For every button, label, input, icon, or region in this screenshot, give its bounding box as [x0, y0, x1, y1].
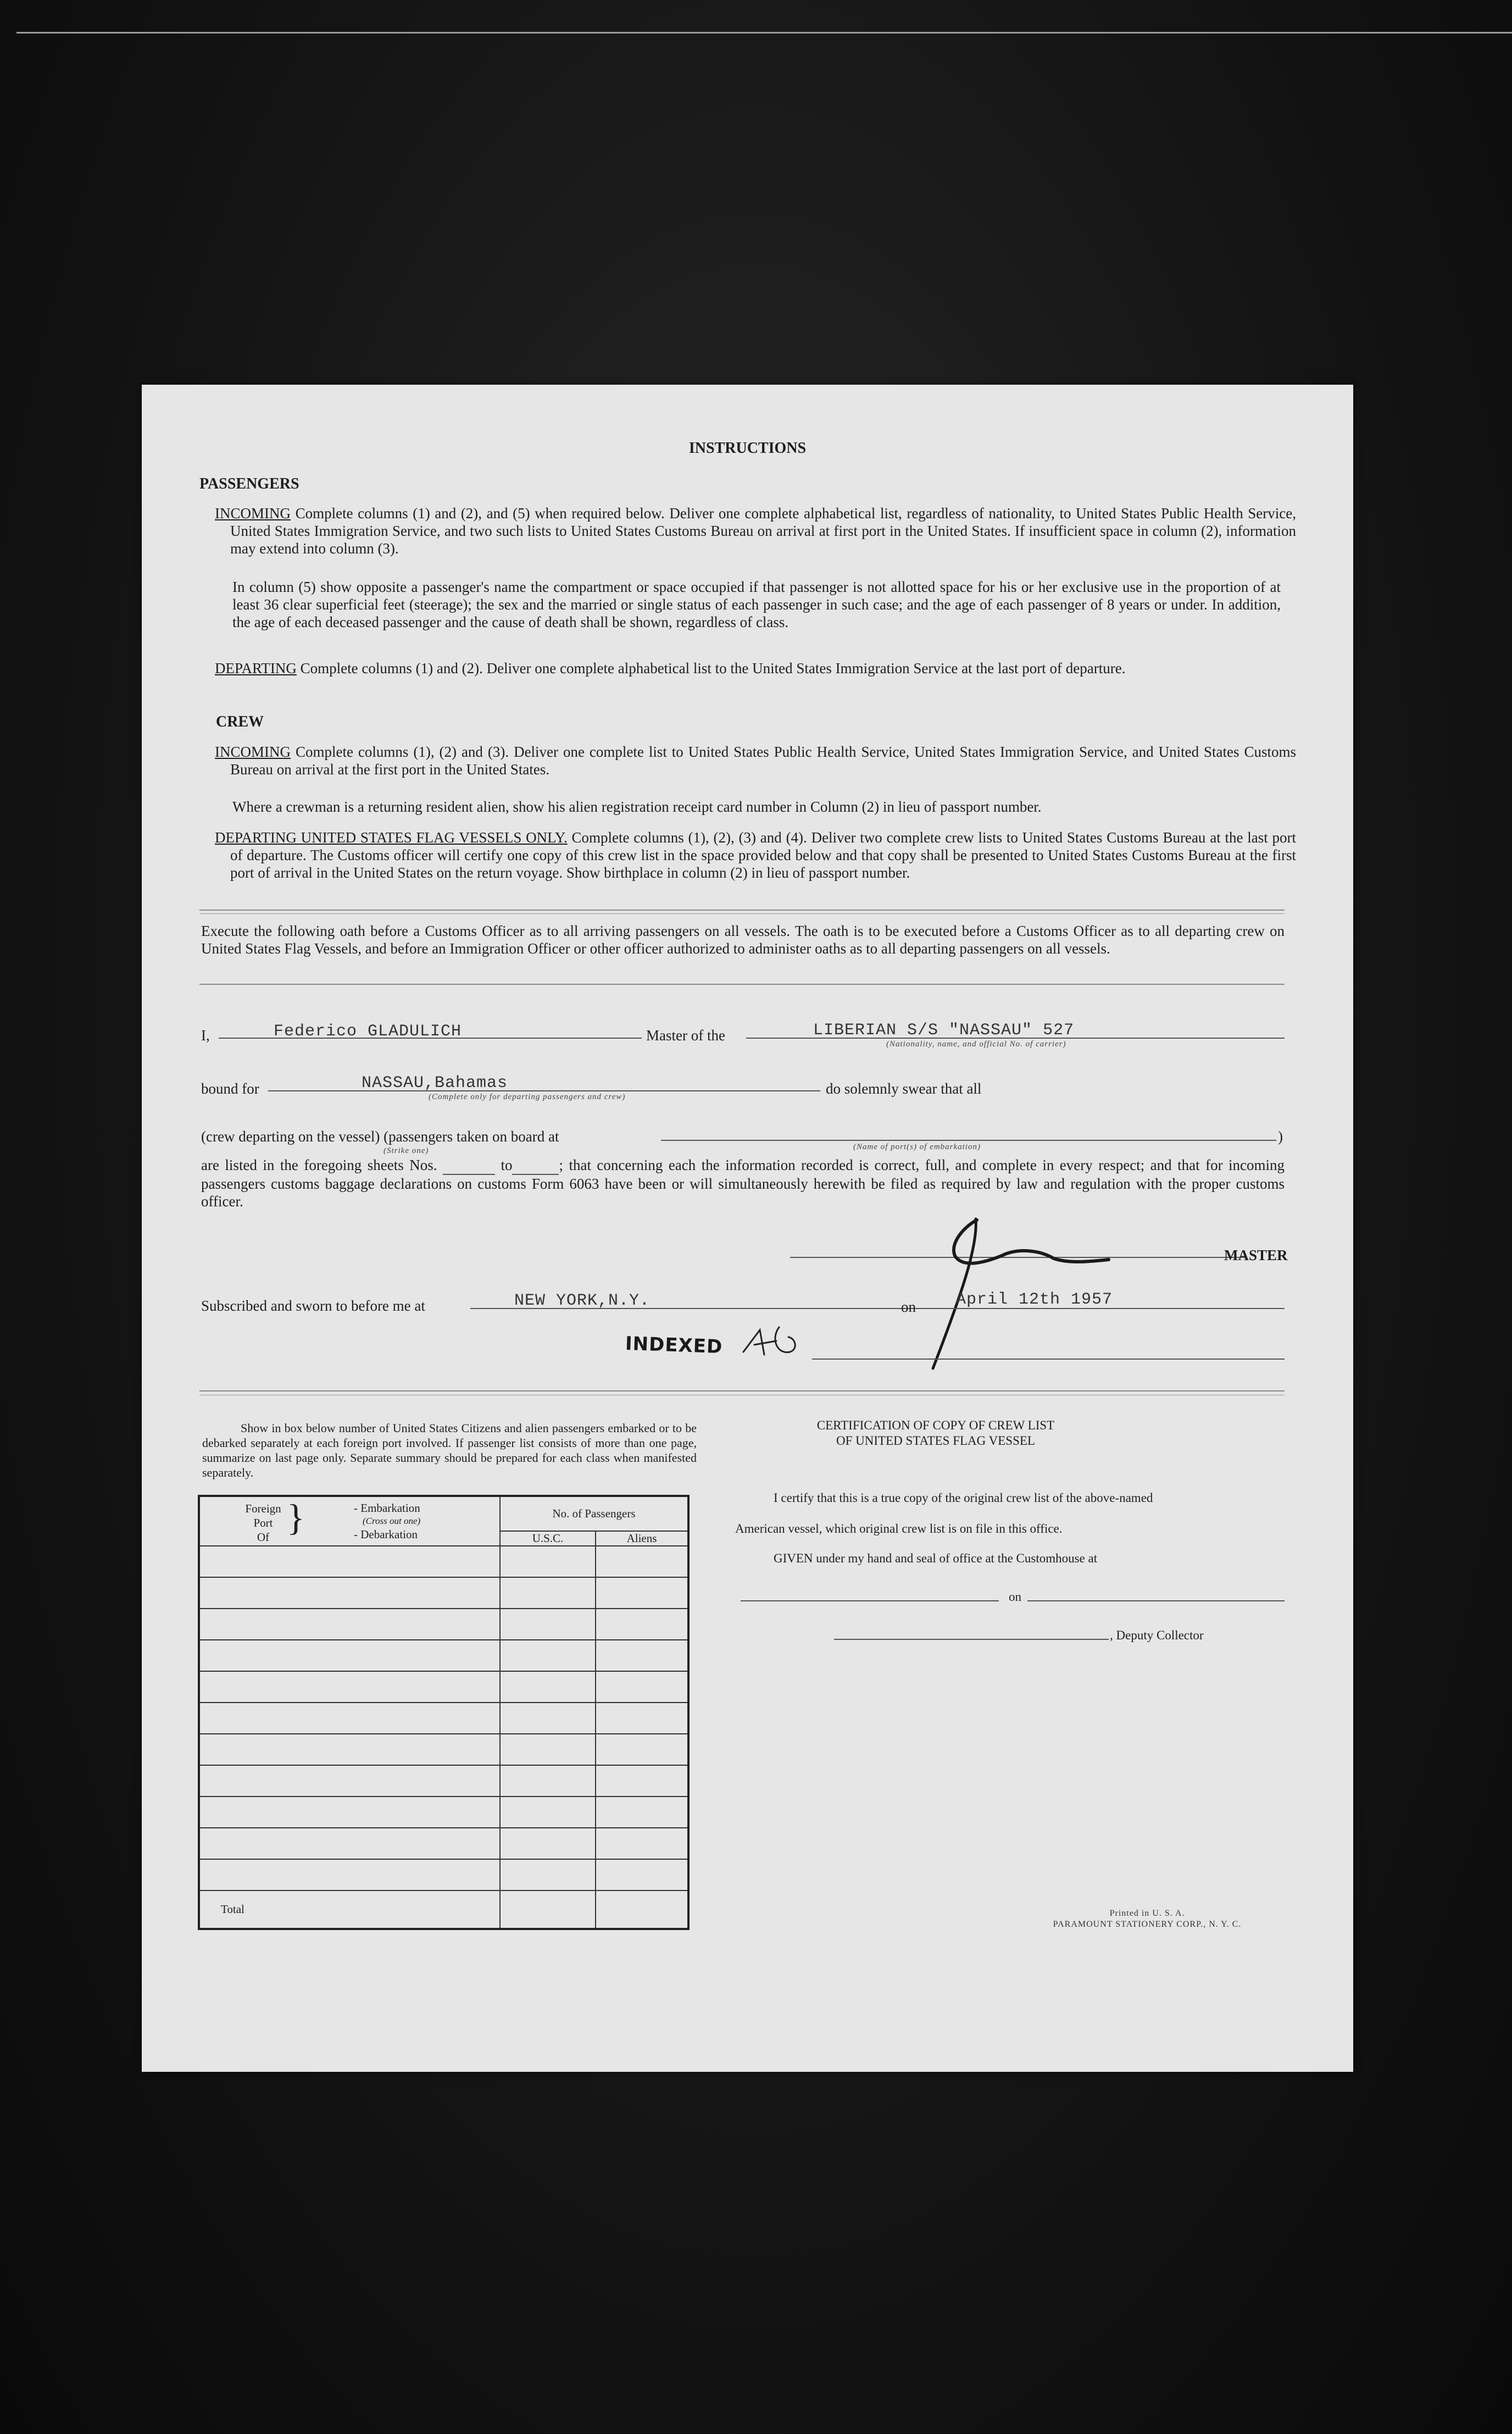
table-row	[199, 1797, 688, 1828]
sheet-to-blank	[512, 1156, 559, 1175]
customhouse-line	[741, 1600, 999, 1601]
brace-icon: }	[287, 1496, 305, 1538]
passengers-incoming-lead: INCOMING	[215, 505, 291, 522]
port-header-cell	[199, 1496, 500, 1546]
officer-signature-line	[812, 1359, 1285, 1360]
no-passengers-header: No. of Passengers	[500, 1496, 688, 1531]
certification-title-2: OF UNITED STATES FLAG VESSEL	[836, 1434, 1035, 1448]
table-row	[199, 1609, 688, 1640]
bound-for-label: bound for	[201, 1080, 259, 1097]
total-row	[199, 1890, 688, 1929]
deputy-collector-label: , Deputy Collector	[1110, 1628, 1204, 1642]
embarkation-option: - Embarkation	[354, 1501, 420, 1515]
foreign-port-of	[244, 1501, 282, 1544]
certify-line-1: I certify that this is a true copy of the original crew list of the above-named	[774, 1491, 1153, 1505]
printer-line-1: Printed in U. S. A.	[1109, 1909, 1185, 1918]
to-label: to	[501, 1157, 513, 1173]
sheet-from-blank	[443, 1156, 495, 1175]
certification-title-1: CERTIFICATION OF COPY OF CREW LIST	[816, 1418, 1055, 1432]
table-row	[199, 1828, 688, 1859]
master-name: Federico GLADULICH	[274, 1022, 462, 1041]
film-edge-line	[16, 32, 1512, 34]
table-row	[199, 1546, 688, 1577]
listed-text-2: ; that concerning each the information recorded is correct, full, and complete in every respect; and that for incoming passengers customs baggage declarations on customs Form 6063 have been or will simultaneously herewith be filed as required by law and regulation with the proper customs officer.	[201, 1157, 1285, 1210]
table-row	[199, 1640, 688, 1671]
divider-3	[199, 1390, 1285, 1391]
certify-line-2: American vessel, which original crew list is on file in this office.	[735, 1522, 1063, 1535]
ports-line	[661, 1140, 1276, 1141]
oath-intro-paragraph: Execute the following oath before a Customs Officer as to all arriving passengers on all vessels. The oath is to be executed before a Customs Officer as to all departing crew on United States Flag Vessels, and before an Immigration Officer or other officer authorized to administer oaths as to all departing passengers on all vessels.	[201, 923, 1285, 957]
master-of-label: Master of the	[646, 1027, 725, 1044]
divider-1b	[199, 913, 1285, 914]
crew-departing-lead: DEPARTING UNITED STATES FLAG VESSELS ONLY.	[215, 829, 568, 846]
ports-close-paren: )	[1278, 1128, 1283, 1145]
crew-departing-phrase: (crew departing on the vessel) (passengers taken on board at	[201, 1128, 559, 1145]
destination-caption: (Complete only for departing passengers and crew)	[429, 1093, 626, 1101]
indexed-initials-mark	[738, 1322, 809, 1366]
swear-label: do solemnly swear that all	[826, 1080, 982, 1097]
port-label: Port	[253, 1516, 273, 1529]
destination: NASSAU,Bahamas	[362, 1074, 508, 1093]
passenger-summary-table	[198, 1495, 690, 1930]
divider-2	[199, 984, 1285, 985]
ports-caption: (Name of port(s) of embarkation)	[853, 1143, 981, 1151]
subscribed-label: Subscribed and sworn to before me at	[201, 1298, 425, 1314]
passengers-heading: PASSENGERS	[199, 475, 299, 492]
instructions-title: INSTRUCTIONS	[688, 440, 807, 457]
printer-line-2: PARAMOUNT STATIONERY CORP., N. Y. C.	[1053, 1920, 1242, 1929]
table-row	[199, 1577, 688, 1609]
passengers-column5-paragraph: In column (5) show opposite a passenger's name the compartment or space occupied if that passenger is not allotted space for his or her exclusive use in the proportion of at least 36 clear superficial feet (steerage); the sex and the married or single status of each passenger in such case; and the age of each passenger of 8 years or under. In addition, the age of each deceased passenger and the cause of death shall be shown, regardless of class.	[232, 579, 1281, 630]
table-row	[199, 1734, 688, 1765]
indexed-stamp: INDEXED	[625, 1332, 723, 1359]
manifest-back-page	[142, 385, 1353, 2072]
oath-i-label: I,	[201, 1027, 210, 1044]
destination-line	[268, 1090, 820, 1091]
certification-title	[730, 1418, 1142, 1449]
passengers-incoming-paragraph	[215, 504, 1296, 557]
cross-out-note: (Cross out one)	[363, 1516, 421, 1526]
divider-1	[199, 910, 1285, 911]
table-row	[199, 1671, 688, 1703]
given-line: GIVEN under my hand and seal of office at the Customhouse at	[774, 1551, 1098, 1565]
crew-heading: CREW	[216, 713, 264, 730]
embark-debark-options	[354, 1501, 420, 1541]
deputy-signature-line	[834, 1639, 1109, 1640]
summary-intro: Show in box below number of United States Citizens and alien passengers embarked or to be debarked separately at each foreign port involved. If passenger list consists of more than one page, summarize on last page only. Separate summary should be prepared for each class when manifested separately.	[202, 1421, 697, 1479]
crew-incoming-paragraph	[215, 743, 1296, 778]
certification-date-line	[1027, 1600, 1285, 1601]
aliens-header: Aliens	[596, 1531, 688, 1546]
vessel-name: LIBERIAN S/S "NASSAU" 527	[813, 1021, 1075, 1040]
foreign-label: Foreign	[245, 1502, 281, 1515]
sworn-place: NEW YORK,N.Y.	[514, 1291, 651, 1310]
crew-incoming-text: Complete columns (1), (2) and (3). Deliver one complete list to United States Public Health Service, United States Immigration Service, and United States Customs Bureau on arrival at the first port in the United States.	[230, 744, 1296, 778]
crew-incoming-lead: INCOMING	[215, 744, 291, 760]
vessel-caption: (Nationality, name, and official No. of carrier)	[886, 1040, 1066, 1049]
listed-paragraph	[201, 1156, 1285, 1210]
total-label: Total	[199, 1890, 500, 1929]
debarkation-option: - Debarkation	[354, 1528, 418, 1541]
passengers-departing-lead: DEPARTING	[215, 660, 297, 677]
printer-imprint	[933, 1908, 1361, 1930]
sworn-on-label: on	[901, 1299, 916, 1315]
table-row	[199, 1703, 688, 1734]
table-row	[199, 1765, 688, 1797]
master-label: MASTER	[1224, 1247, 1288, 1263]
sworn-date: April 12th 1957	[956, 1290, 1113, 1309]
crew-departing-text: Complete columns (1), (2), (3) and (4). Deliver two complete crew lists to United States Customs Bureau at the last port of departure. The Customs officer will certify one copy of this crew list in the space provided below and that copy shall be presented to United States Customs Bureau at the first port of arrival in the United States on the return voyage. Show birthplace in column (2) in lieu of passport number.	[230, 829, 1297, 881]
passengers-incoming-text: Complete columns (1) and (2), and (5) when required below. Deliver one complete alphabetical list, regardless of nationality, to United States Public Health Service, United States Immigration Service, and two such lists to United States Customs Bureau on arrival at first port in the United States. If insufficient space in column (2), information may extend into column (3).	[230, 505, 1296, 557]
listed-text-1: are listed in the foregoing sheets Nos.	[201, 1157, 437, 1173]
table-row	[199, 1859, 688, 1890]
of-label: Of	[257, 1531, 270, 1544]
passengers-departing-paragraph	[215, 659, 1296, 677]
crew-resident-paragraph: Where a crewman is a returning resident alien, show his alien registration receipt card number in Column (2) in lieu of passport number.	[232, 799, 1042, 815]
crew-departing-paragraph	[215, 829, 1296, 881]
certification-on-label: on	[1009, 1590, 1021, 1604]
usc-header: U.S.C.	[500, 1531, 596, 1546]
passengers-departing-text: Complete columns (1) and (2). Deliver one complete alphabetical list to the United States Immigration Service at the last port of departure.	[296, 660, 1126, 677]
strike-caption: (Strike one)	[383, 1146, 429, 1155]
